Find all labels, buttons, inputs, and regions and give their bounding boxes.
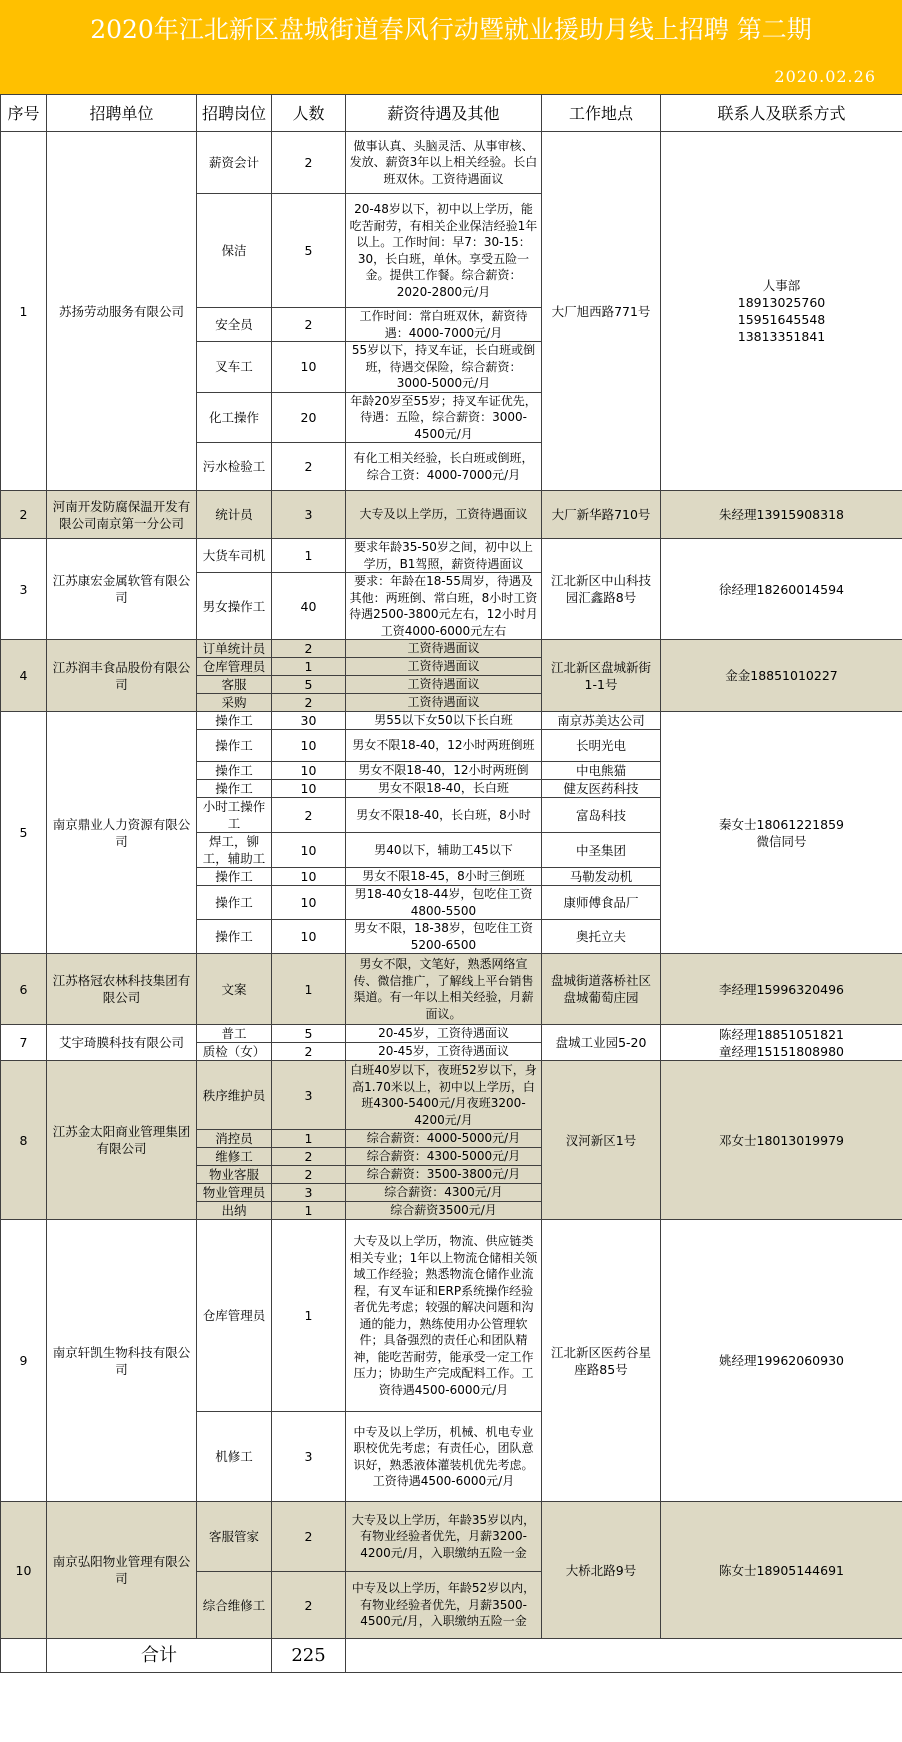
job-count: 1 [272,954,346,1025]
table-row [1,712,902,730]
job-count: 3 [272,491,346,539]
company-name: 艾宇琦膜科技有限公司 [47,1025,197,1061]
job-count: 1 [272,1130,346,1148]
row-number: 6 [1,954,47,1025]
work-location: 盘城工业园5-20 [542,1025,661,1061]
job-position: 操作工 [197,886,272,920]
table-row [1,491,902,539]
job-details: 工资待遇面议 [346,694,542,712]
job-position: 操作工 [197,730,272,762]
row-number: 3 [1,539,47,640]
job-count: 3 [272,1184,346,1202]
row-number: 1 [1,132,47,491]
job-count: 5 [272,194,346,308]
table-row [1,1502,902,1572]
job-details: 男18-40女18-44岁，包吃住工资4800-5500 [346,886,542,920]
work-location: 汊河新区1号 [542,1061,661,1220]
job-details: 中专及以上学历，年龄52岁以内，有物业经验者优先，月薪3500-4500元/月，入职缴纳五险一金 [346,1572,542,1639]
job-position: 客服 [197,676,272,694]
job-count: 1 [272,658,346,676]
header-cell: 联系人及联系方式 [661,95,902,132]
job-details: 男女不限18-40，12小时两班倒 [346,762,542,780]
work-location: 江北新区医药谷星座路85号 [542,1220,661,1502]
row-number: 5 [1,712,47,954]
job-position: 秩序维护员 [197,1061,272,1130]
job-details: 综合薪资：4300元/月 [346,1184,542,1202]
job-position: 普工 [197,1025,272,1043]
job-position: 采购 [197,694,272,712]
job-details: 男女不限18-40，12小时两班倒班 [346,730,542,762]
job-count: 2 [272,132,346,194]
job-details: 工资待遇面议 [346,640,542,658]
header-cell: 工作地点 [542,95,661,132]
job-details: 综合薪资：4000-5000元/月 [346,1130,542,1148]
job-position: 仓库管理员 [197,658,272,676]
job-position: 物业管理员 [197,1184,272,1202]
table-row [1,640,902,658]
job-position: 物业客服 [197,1166,272,1184]
job-count: 10 [272,780,346,798]
company-name: 江苏金太阳商业管理集团有限公司 [47,1061,197,1220]
job-count: 3 [272,1412,346,1502]
job-details: 有化工相关经验，长白班或倒班，综合工资：4000-7000元/月 [346,443,542,491]
job-details: 55岁以下，持叉车证，长白班或倒班，待遇交保险，综合薪资：3000-5000元/月 [346,342,542,393]
work-location: 江北新区中山科技园汇鑫路8号 [542,539,661,640]
job-details: 男女不限18-40，长白班 [346,780,542,798]
job-position: 统计员 [197,491,272,539]
job-details: 综合薪资3500元/月 [346,1202,542,1220]
job-count: 1 [272,1202,346,1220]
job-count: 2 [272,1148,346,1166]
job-position: 消控员 [197,1130,272,1148]
total-row [1,1639,902,1673]
job-position: 操作工 [197,780,272,798]
job-position: 操作工 [197,868,272,886]
job-position: 订单统计员 [197,640,272,658]
job-count: 2 [272,640,346,658]
job-details: 大专及以上学历，年龄35岁以内，有物业经验者优先，月薪3200-4200元/月，入职缴纳五险一金 [346,1502,542,1572]
header-cell: 招聘岗位 [197,95,272,132]
work-location: 长明光电 [542,730,661,762]
job-count: 10 [272,886,346,920]
total-label: 合计 [47,1639,272,1673]
table-header-row [1,95,902,132]
publish-date: 2020.02.26 [774,67,876,86]
job-count: 2 [272,798,346,833]
job-details: 20-45岁，工资待遇面议 [346,1025,542,1043]
job-details: 男女不限，文笔好，熟悉网络宣传、微信推广，了解线上平台销售渠道。有一年以上相关经验，月薪面议。 [346,954,542,1025]
contact-info: 陈经理18851051821 童经理15151808980 [661,1025,902,1061]
header-cell: 人数 [272,95,346,132]
job-position: 文案 [197,954,272,1025]
header-cell: 薪资待遇及其他 [346,95,542,132]
job-details: 大专及以上学历，工资待遇面议 [346,491,542,539]
job-count: 40 [272,573,346,640]
job-details: 中专及以上学历，机械、机电专业职校优先考虑；有责任心，团队意识好，熟悉液体灌装机优先考虑。工资待遇4500-6000元/月 [346,1412,542,1502]
contact-info: 金金18851010227 [661,640,902,712]
job-count: 10 [272,868,346,886]
job-details: 男女不限18-45，8小时三倒班 [346,868,542,886]
header-cell: 序号 [1,95,47,132]
row-number: 7 [1,1025,47,1061]
company-name: 南京弘阳物业管理有限公司 [47,1502,197,1639]
total-blank [346,1639,902,1673]
job-details: 做事认真、头脑灵活、从事审核、发放、薪资3年以上相关经验。长白班双休。工资待遇面议 [346,132,542,194]
work-location: 大桥北路9号 [542,1502,661,1639]
job-position: 机修工 [197,1412,272,1502]
job-position: 薪资会计 [197,132,272,194]
table-row [1,132,902,194]
row-number: 9 [1,1220,47,1502]
total-count: 225 [272,1639,346,1673]
job-position: 操作工 [197,712,272,730]
job-count: 3 [272,1061,346,1130]
job-details: 男女不限，18-38岁，包吃住工资5200-6500 [346,920,542,954]
job-details: 综合薪资：3500-3800元/月 [346,1166,542,1184]
job-position: 男女操作工 [197,573,272,640]
job-count: 1 [272,1220,346,1412]
table-row [1,1220,902,1412]
job-count: 2 [272,1502,346,1572]
job-count: 2 [272,1572,346,1639]
job-count: 30 [272,712,346,730]
job-details: 要求年龄35-50岁之间，初中以上学历，B1驾照，薪资待遇面议 [346,539,542,573]
job-position: 维修工 [197,1148,272,1166]
contact-info: 朱经理13915908318 [661,491,902,539]
row-number: 10 [1,1502,47,1639]
contact-info: 秦女士18061221859 微信同号 [661,712,902,954]
job-count: 5 [272,1025,346,1043]
job-count: 10 [272,762,346,780]
job-count: 2 [272,694,346,712]
job-details: 男女不限18-40，长白班，8小时 [346,798,542,833]
job-details: 年龄20岁至55岁；持叉车证优先，待遇：五险，综合薪资：3000-4500元/月 [346,392,542,443]
company-name: 江苏康宏金属软管有限公司 [47,539,197,640]
job-count: 10 [272,833,346,868]
job-position: 焊工，铆工，辅助工 [197,833,272,868]
contact-info: 徐经理18260014594 [661,539,902,640]
company-name: 南京轩凯生物科技有限公司 [47,1220,197,1502]
work-location: 中电熊猫 [542,762,661,780]
table-row [1,1061,902,1130]
job-details: 大专及以上学历，物流、供应链类相关专业；1年以上物流仓储相关领域工作经验；熟悉物流仓储作业流程，有叉车证和ERP系统操作经验者优先考虑；较强的解决问题和沟通的能力，熟练使用办公管理软件；具备强烈的责任心和团队精神，能吃苦耐劳，能承受一定工作压力；协助生产完成配料工作。工资待遇4500-6000元/月 [346,1220,542,1412]
job-position: 污水检验工 [197,443,272,491]
job-details: 男55以下女50以下长白班 [346,712,542,730]
table-row [1,539,902,573]
row-number: 8 [1,1061,47,1220]
job-count: 1 [272,539,346,573]
work-location: 富岛科技 [542,798,661,833]
job-position: 仓库管理员 [197,1220,272,1412]
work-location: 健友医药科技 [542,780,661,798]
job-position: 客服管家 [197,1502,272,1572]
job-count: 2 [272,308,346,342]
job-count: 10 [272,730,346,762]
job-table [0,94,902,1673]
job-position: 安全员 [197,308,272,342]
header-cell: 招聘单位 [47,95,197,132]
table-row [1,1025,902,1043]
work-location: 南京苏美达公司 [542,712,661,730]
contact-info: 李经理15996320496 [661,954,902,1025]
row-number: 4 [1,640,47,712]
job-position: 操作工 [197,920,272,954]
job-details: 综合薪资：4300-5000元/月 [346,1148,542,1166]
job-table-body [1,95,902,1673]
company-name: 南京鼎业人力资源有限公司 [47,712,197,954]
work-location: 盘城街道落桥社区盘城葡萄庄园 [542,954,661,1025]
job-position: 质检（女） [197,1043,272,1061]
title-banner [0,0,902,94]
work-location: 江北新区盘城新街1-1号 [542,640,661,712]
contact-info: 姚经理19962060930 [661,1220,902,1502]
job-position: 化工操作 [197,392,272,443]
job-count: 2 [272,1166,346,1184]
company-name: 河南开发防腐保温开发有限公司南京第一分公司 [47,491,197,539]
company-name: 江苏润丰食品股份有限公司 [47,640,197,712]
job-position: 小时工操作工 [197,798,272,833]
job-count: 2 [272,1043,346,1061]
contact-info: 邓女士18013019979 [661,1061,902,1220]
job-details: 男40以下，辅助工45以下 [346,833,542,868]
job-details: 工资待遇面议 [346,676,542,694]
total-blank [1,1639,47,1673]
job-count: 10 [272,920,346,954]
job-count: 2 [272,443,346,491]
job-position: 操作工 [197,762,272,780]
job-details: 白班40岁以下，夜班52岁以下，身高1.70米以上，初中以上学历，白班4300-5400元/月夜班3200-4200元/月 [346,1061,542,1130]
work-location: 大厂旭西路771号 [542,132,661,491]
work-location: 大厂新华路710号 [542,491,661,539]
job-details: 工资待遇面议 [346,658,542,676]
job-details: 20-45岁，工资待遇面议 [346,1043,542,1061]
work-location: 康师傅食品厂 [542,886,661,920]
job-position: 大货车司机 [197,539,272,573]
job-details: 要求：年龄在18-55周岁，待遇及其他：两班倒、常白班，8小时工资待遇2500-3800元左右，12小时月工资4000-6000元左右 [346,573,542,640]
work-location: 马勒发动机 [542,868,661,886]
job-position: 保洁 [197,194,272,308]
job-details: 20-48岁以下，初中以上学历，能吃苦耐劳，有相关企业保洁经验1年以上。工作时间：早7：30-15：30，长白班，单休。享受五险一金。提供工作餐。综合薪资：2020-2800元/月 [346,194,542,308]
job-count: 5 [272,676,346,694]
job-position: 出纳 [197,1202,272,1220]
job-position: 综合维修工 [197,1572,272,1639]
work-location: 中圣集团 [542,833,661,868]
job-count: 10 [272,342,346,393]
row-number: 2 [1,491,47,539]
work-location: 奥托立夫 [542,920,661,954]
contact-info: 人事部 18913025760 15951645548 13813351841 [661,132,902,491]
job-count: 20 [272,392,346,443]
contact-info: 陈女士18905144691 [661,1502,902,1639]
table-row [1,954,902,1025]
company-name: 苏扬劳动服务有限公司 [47,132,197,491]
job-details: 工作时间：常白班双休，薪资待遇：4000-7000元/月 [346,308,542,342]
company-name: 江苏格冠农林科技集团有限公司 [47,954,197,1025]
page-title: 2020年江北新区盘城街道春风行动暨就业援助月线上招聘 第二期 [90,15,812,44]
job-position: 叉车工 [197,342,272,393]
